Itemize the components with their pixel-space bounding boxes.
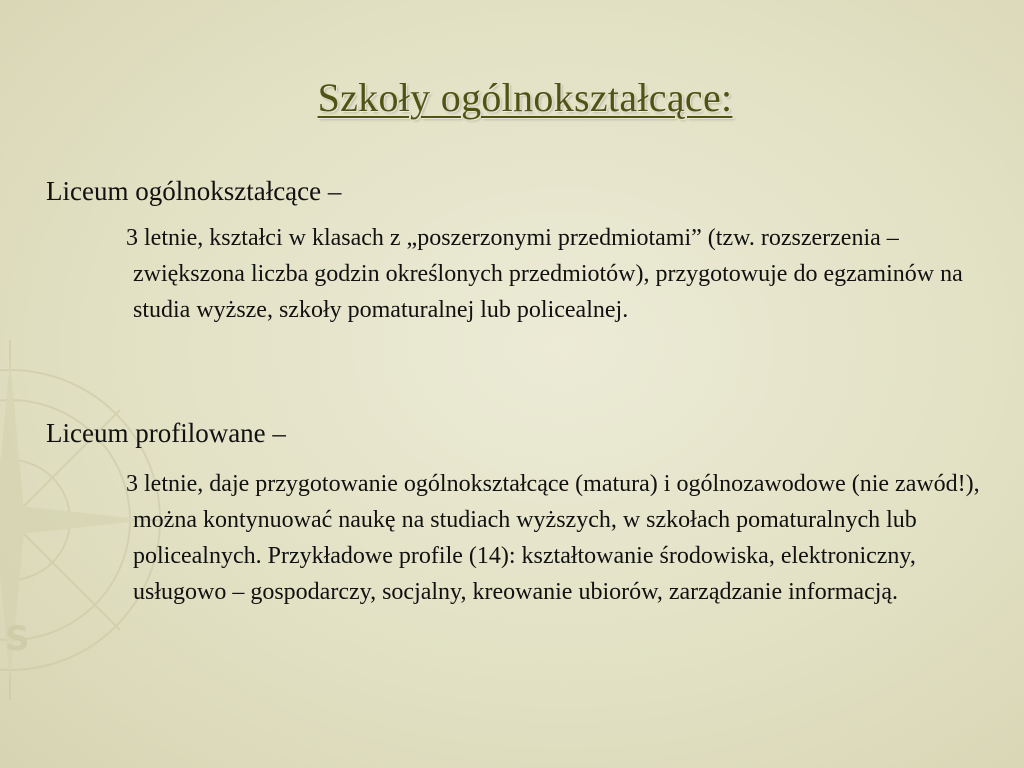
svg-text:S: S (5, 619, 30, 659)
section-heading: Liceum profilowane – (46, 418, 286, 448)
section-liceum-profilowane (46, 416, 996, 610)
section-text: 3 letnie, kształci w klasach z „poszerzonymi przedmiotami” (tzw. rozszerzenia – zwiększona liczba godzin określonych przedmiotów), przygotowuje do egzaminów na studia wyższe, szkoły pomaturalnej lub policealnej. (126, 225, 963, 323)
slide-title: Szkoły ogólnokształcące: (317, 75, 733, 120)
section-liceum-ogolnoksztalcace (46, 174, 996, 328)
section-text: 3 letnie, daje przygotowanie ogólnokształcące (matura) i ogólnozawodowe (nie zawód!), można kontynuować naukę na studiach wyższych, w szkołach pomaturalnych lub policealnych. Przykładowe profile (14): kształtowanie środowiska, elektroniczny, usługowo – gospodarczy, socjalny, kreowanie ubiorów, zarządzanie informacją. (126, 471, 980, 605)
section-heading: Liceum ogólnokształcące – (46, 176, 342, 206)
